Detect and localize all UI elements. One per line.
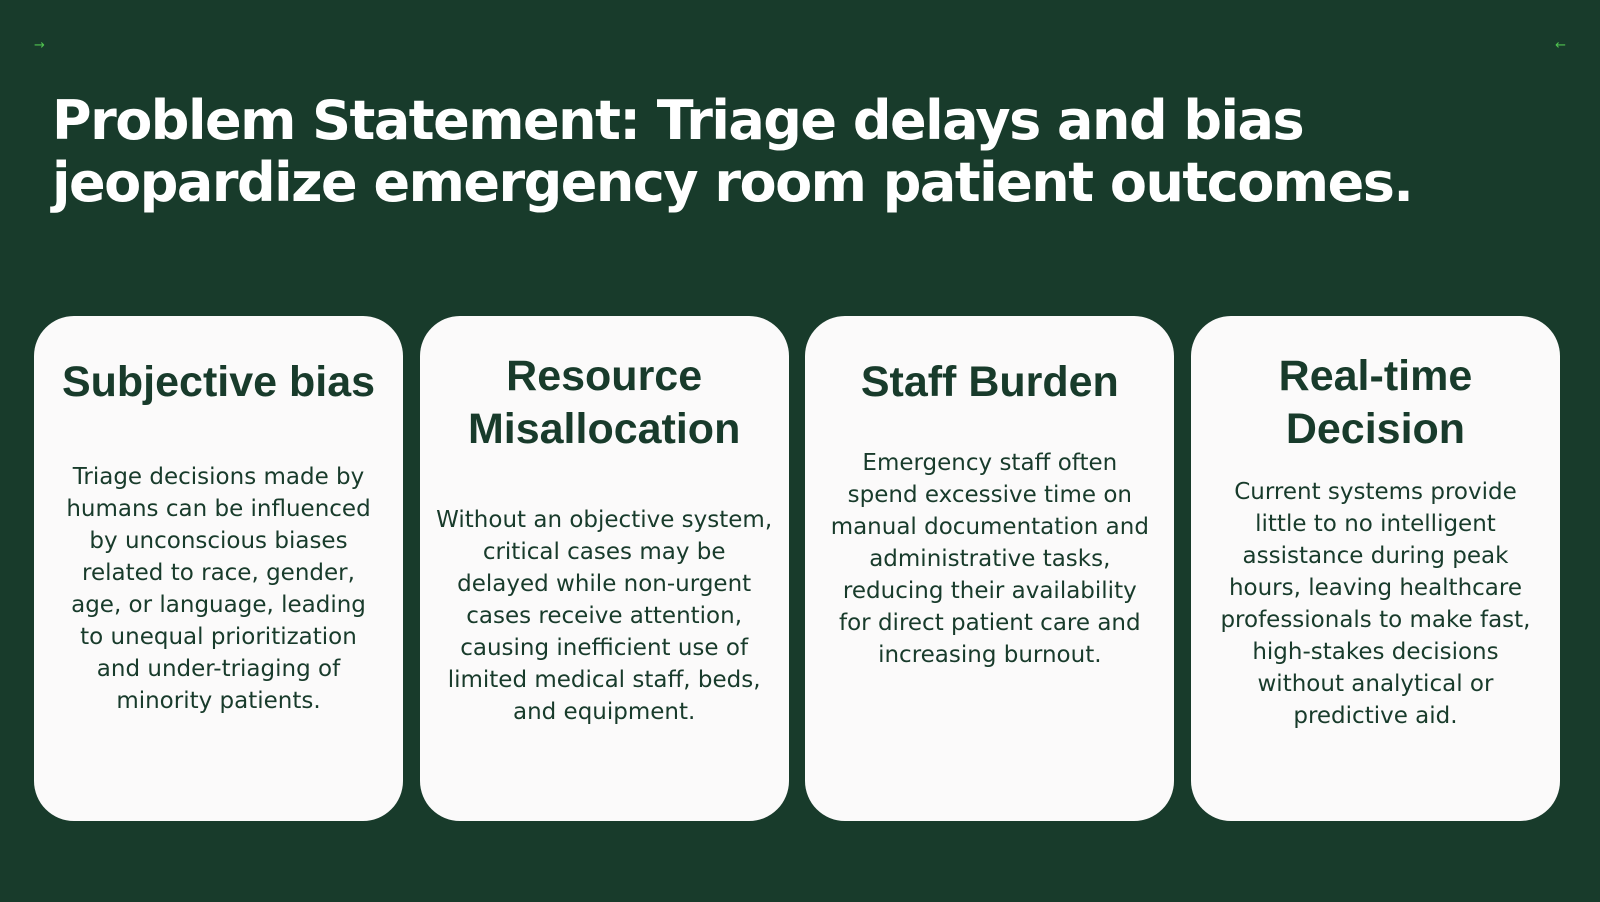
card-body: Triage decisions made by humans can be influenced by unconscious biases related to race, gender, age, or language, leading to unequal prioritization and under-triaging of minority patients. bbox=[66, 464, 371, 714]
card-staff-burden bbox=[805, 316, 1174, 821]
card-body: Emergency staff often spend excessive time on manual documentation and administrative tasks, reducing their availability for direct patient care and increasing burnout. bbox=[830, 450, 1149, 668]
card-subjective-bias bbox=[34, 316, 403, 821]
card-body: Current systems provide little to no intelligent assistance during peak hours, leaving healthcare professionals to make fast, high-stakes decisions without analytical or predictive aid. bbox=[1220, 479, 1531, 729]
card-heading: Real-time Decision bbox=[1278, 352, 1473, 453]
arrow-right-icon[interactable]: → bbox=[34, 38, 45, 53]
card-heading: Subjective bias bbox=[61, 358, 376, 406]
card-heading: Staff Burden bbox=[860, 358, 1119, 406]
arrow-left-icon[interactable]: ← bbox=[1555, 38, 1566, 53]
slide-title: Problem Statement: Triage delays and bias jeopardize emergency room patient outcomes. bbox=[52, 89, 1413, 214]
card-resource-misallocation bbox=[420, 316, 789, 821]
card-heading: Resource Misallocation bbox=[467, 352, 741, 453]
card-body: Without an objective system, critical cases may be delayed while non-urgent cases receive attention, causing inefficient use of limited medical staff, beds, and equipment. bbox=[436, 507, 773, 725]
card-real-time-decision bbox=[1191, 316, 1560, 821]
card-row bbox=[34, 316, 1560, 821]
